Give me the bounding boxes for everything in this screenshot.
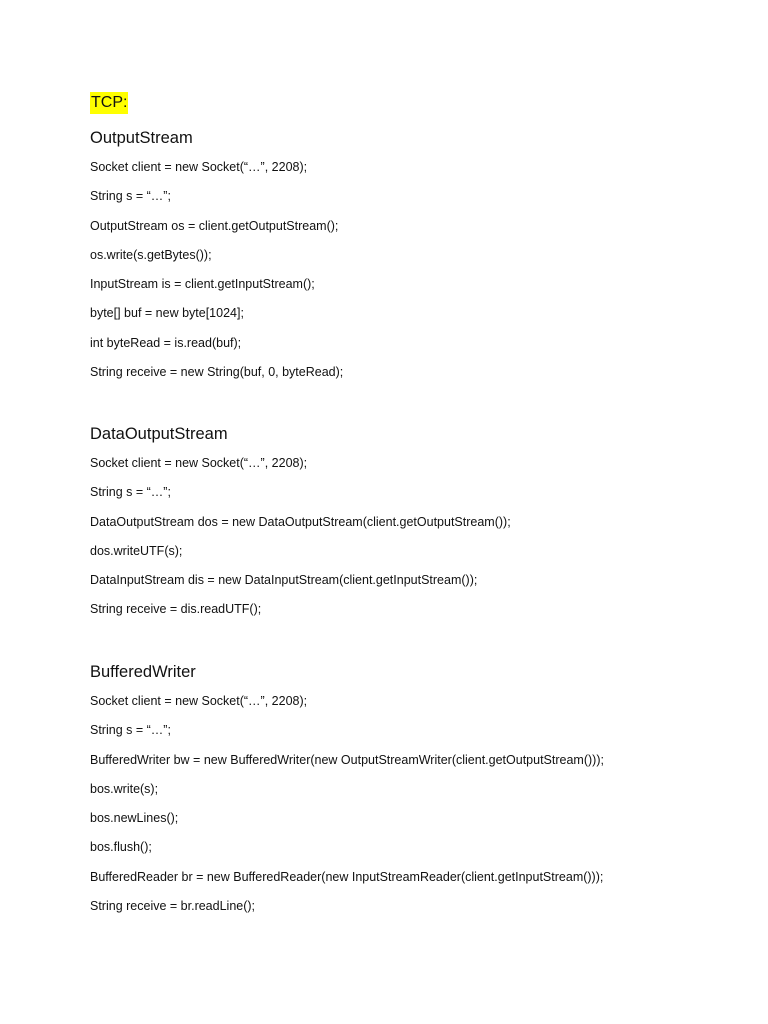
code-line: String receive = dis.readUTF(); [90, 602, 262, 617]
code-line: Socket client = new Socket(“…”, 2208); [90, 456, 308, 470]
code-line: byte[] buf = new byte[1024]; [90, 306, 244, 321]
section-heading: DataOutputStream [90, 425, 228, 443]
code-line: OutputStream os = client.getOutputStream(); [90, 218, 339, 233]
code-line: Socket client = new Socket(“…”, 2208); [90, 160, 308, 174]
code-line: String receive = new String(buf, 0, byteRead); [90, 365, 344, 380]
section-heading: OutputStream [90, 129, 193, 147]
tcp-highlight-label: TCP: [90, 92, 128, 114]
code-line: String s = “…”; [90, 485, 171, 500]
code-line: BufferedReader br = new BufferedReader(new InputStreamReader(client.getInputStream())); [90, 869, 604, 884]
section-heading: BufferedWriter [90, 663, 196, 681]
code-line: dos.writeUTF(s); [90, 543, 183, 558]
section-bufferedwriter [90, 661, 604, 925]
code-line: String receive = br.readLine(); [90, 899, 256, 914]
code-line: Socket client = new Socket(“…”, 2208); [90, 694, 308, 708]
code-line: DataInputStream dis = new DataInputStream(client.getInputStream()); [90, 573, 478, 588]
code-line: int byteRead = is.read(buf); [90, 335, 242, 350]
section-outputstream [90, 127, 343, 391]
section-dataoutputstream [90, 423, 511, 629]
code-line: bos.newLines(); [90, 811, 179, 826]
code-line: bos.flush(); [90, 840, 152, 855]
code-line: bos.write(s); [90, 781, 159, 796]
code-line: BufferedWriter bw = new BufferedWriter(new OutputStreamWriter(client.getOutputStream())); [90, 752, 604, 767]
code-line: String s = “…”; [90, 189, 171, 204]
code-line: DataOutputStream dos = new DataOutputStream(client.getOutputStream()); [90, 514, 511, 529]
code-line: os.write(s.getBytes()); [90, 247, 212, 262]
code-line: InputStream is = client.getInputStream(); [90, 277, 315, 292]
code-line: String s = “…”; [90, 723, 171, 738]
